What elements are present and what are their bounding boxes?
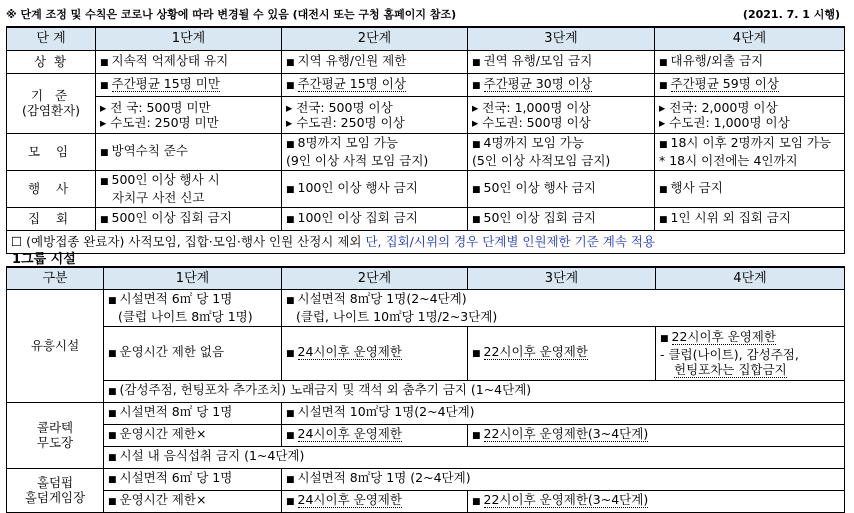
section-title: 1그룹 시설 bbox=[12, 252, 76, 267]
colatec-time-row bbox=[7, 424, 845, 446]
colatec-time-stage3-4: ■ 22시이후 운영제한(3~4단계) bbox=[468, 424, 845, 446]
nat-stage1: ▸ 전 국: 500명 미만 bbox=[100, 99, 211, 115]
yuheung-extra-row bbox=[7, 380, 845, 402]
yuheung-area2-b: (클럽, 나이트 10㎡당 1명/2~3단계) bbox=[296, 309, 498, 324]
rally-label: 집 회 bbox=[7, 207, 96, 230]
cap-stage2: ▸ 수도권: 250명 이상 bbox=[286, 114, 405, 130]
situation-row bbox=[7, 50, 845, 73]
effective-date: (2021. 7. 1 시행) bbox=[742, 8, 840, 21]
vaccination-note-exception: 단, 집회/시위의 경우 단계별 인원제한 기준 계속 적용 bbox=[365, 234, 656, 249]
criteria-label bbox=[7, 73, 96, 133]
criteria-title: 기 준 bbox=[30, 88, 72, 103]
colatec-time-stage2: ■ 24시이후 운영제한 bbox=[282, 424, 468, 446]
header-g-stage1: 1단계 bbox=[104, 267, 282, 289]
holdem-label-b: 홀덤게임장 bbox=[24, 490, 86, 505]
colatec-time-stage1: ■ 운영시간 제한× bbox=[104, 424, 282, 446]
colatec-label-a: 콜라텍 bbox=[36, 420, 74, 435]
event-stage2: ■ 100인 이상 행사 금지 bbox=[282, 170, 468, 207]
yuheung-time4-b: - 클럽(나이트), 감성주점, bbox=[660, 347, 799, 362]
situation-stage1: ■ 지속적 억제상태 유지 bbox=[96, 50, 282, 73]
yuheung-time-row bbox=[7, 326, 845, 380]
header-stage1: 1단계 bbox=[96, 27, 282, 50]
criteria-avg-row bbox=[7, 73, 845, 96]
event-stage1-a: ■ 500인 이상 행사 시 bbox=[100, 172, 277, 190]
notice-text: ※ 단계 조정 및 수칙은 코로나 상황에 따라 변경될 수 있음 (대전시 또는 구청 홈페이지 참조) bbox=[6, 8, 457, 21]
gathering-stage2-a: ■ 8명까지 모임 가능 bbox=[286, 135, 463, 153]
gathering-label: 모 임 bbox=[7, 133, 96, 170]
yuheung-area1-a: ■ 시설면적 6㎡ 당 1명 bbox=[108, 291, 277, 309]
rally-stage4: ■ 1인 시위 외 집회 금지 bbox=[655, 207, 845, 230]
criteria-avg-stage2: ■ 주간평균 15명 이상 bbox=[282, 73, 468, 96]
criteria-avg-stage1: ■ 주간평균 15명 미만 bbox=[96, 73, 282, 96]
rally-stage1: ■ 500인 이상 집회 금지 bbox=[96, 207, 282, 230]
yuheung-time-stage3: ■ 22시이후 운영제한 bbox=[468, 326, 656, 380]
criteria-counts-stage4 bbox=[655, 96, 845, 133]
situation-stage4: ■ 대유행/외출 금지 bbox=[655, 50, 845, 73]
criteria-avg-stage4: ■ 주간평균 59명 이상 bbox=[655, 73, 845, 96]
cap-stage1: ▸ 수도권: 250명 미만 bbox=[100, 114, 219, 130]
situation-label: 상 황 bbox=[7, 50, 96, 73]
yuheung-area2-a: ■ 시설면적 8㎡당 1명(2~4단계) bbox=[286, 291, 840, 309]
colatec-area-stage2-4: ■ 시설면적 10㎡당 1명(2~4단계) bbox=[282, 402, 845, 424]
gathering-stage4-b: * 18시 이전에는 4인까지 bbox=[659, 153, 798, 168]
holdem-time-row bbox=[7, 490, 845, 512]
criteria-counts-stage3 bbox=[468, 96, 655, 133]
event-label: 행 사 bbox=[7, 170, 96, 207]
holdem-label-a: 홀덤펍 bbox=[36, 475, 74, 490]
colatec-food: ■ 시설 내 음식섭취 금지 (1~4단계) bbox=[104, 446, 845, 468]
header-g-stage2: 2단계 bbox=[282, 267, 468, 289]
holdem-area-row bbox=[7, 468, 845, 490]
gathering-stage4-a: ■ 18시 이후 2명까지 모임 가능 bbox=[659, 135, 840, 153]
gathering-stage3-b: (5인 이상 사적모임 금지) bbox=[472, 153, 611, 168]
header-stage2: 2단계 bbox=[282, 27, 468, 50]
holdem-label bbox=[7, 468, 104, 512]
header-stage: 단 계 bbox=[7, 27, 96, 50]
yuheung-area-row bbox=[7, 289, 845, 326]
cap-stage3: ▸ 수도권: 500명 이상 bbox=[472, 114, 591, 130]
criteria-sublabel: (감염환자) bbox=[21, 103, 81, 118]
rally-stage2: ■ 100인 이상 집회 금지 bbox=[282, 207, 468, 230]
criteria-counts-stage1 bbox=[96, 96, 282, 133]
notice-header bbox=[6, 3, 846, 23]
vaccination-note-row bbox=[7, 230, 845, 253]
yuheung-extra: ■ (감성주점, 헌팅포차 추가조치) 노래금지 및 객석 외 춤추기 금지 (1~4단계) bbox=[104, 380, 845, 402]
event-stage4: ■ 행사 금지 bbox=[655, 170, 845, 207]
gathering-stage3 bbox=[468, 133, 655, 170]
yuheung-time-stage4 bbox=[656, 326, 845, 380]
yuheung-time-stage1: ■ 운영시간 제한 없음 bbox=[104, 326, 282, 380]
gathering-stage3-a: ■ 4명까지 모임 가능 bbox=[472, 135, 650, 153]
yuheung-time-stage2: ■ 24시이후 운영제한 bbox=[282, 326, 468, 380]
gathering-stage4 bbox=[655, 133, 845, 170]
stage-table bbox=[6, 26, 845, 254]
holdem-time-stage2: ■ 24시이후 운영제한 bbox=[282, 490, 468, 512]
colatec-food-row bbox=[7, 446, 845, 468]
gathering-stage2 bbox=[282, 133, 468, 170]
criteria-counts-stage2 bbox=[282, 96, 468, 133]
gathering-row bbox=[7, 133, 845, 170]
colatec-area-stage1: ■ 시설면적 8㎡ 당 1명 bbox=[104, 402, 282, 424]
header-g-stage3: 3단계 bbox=[468, 267, 656, 289]
header-category: 구분 bbox=[7, 267, 104, 289]
colatec-label-b: 무도장 bbox=[36, 435, 74, 450]
event-row bbox=[7, 170, 845, 207]
vaccination-note-text: ☐ (예방접종 완료자) 사적모임, 집합·모임·행사 인원 산정시 제외 bbox=[11, 234, 362, 249]
vaccination-note bbox=[7, 230, 845, 253]
gathering-stage1: ■ 방역수칙 준수 bbox=[96, 133, 282, 170]
group1-table bbox=[6, 266, 845, 513]
yuheung-area1-b: (클럽 나이트 8㎡당 1명) bbox=[118, 309, 253, 324]
holdem-area-stage1: ■ 시설면적 6㎡ 당 1명 bbox=[104, 468, 282, 490]
rally-row bbox=[7, 207, 845, 230]
holdem-area-stage2-4: ■ 시설면적 8㎡당 1명 (2~4단계) bbox=[282, 468, 845, 490]
yuheung-area-stage1 bbox=[104, 289, 282, 326]
colatec-area-row bbox=[7, 402, 845, 424]
yuheung-time4-a: ■ 22시이후 운영제한 bbox=[660, 329, 840, 347]
event-stage3: ■ 50인 이상 행사 금지 bbox=[468, 170, 655, 207]
holdem-time-stage1: ■ 운영시간 제한× bbox=[104, 490, 282, 512]
situation-stage3: ■ 권역 유행/모임 금지 bbox=[468, 50, 655, 73]
stage-header-row bbox=[7, 27, 845, 50]
rally-stage3: ■ 50인 이상 집회 금지 bbox=[468, 207, 655, 230]
criteria-counts-row bbox=[7, 96, 845, 133]
group1-header-row bbox=[7, 267, 845, 289]
nat-stage4: ▸ 전국: 2,000명 이상 bbox=[659, 99, 778, 115]
event-stage1 bbox=[96, 170, 282, 207]
cap-stage4: ▸ 수도권: 1,000명 이상 bbox=[659, 114, 790, 130]
gathering-stage2-b: (9인 이상 사적 모임 금지) bbox=[286, 153, 429, 168]
header-g-stage4: 4단계 bbox=[656, 267, 845, 289]
holdem-time-stage3-4: ■ 22시이후 운영제한(3~4단계) bbox=[468, 490, 845, 512]
nat-stage3: ▸ 전국: 1,000명 이상 bbox=[472, 99, 591, 115]
criteria-avg-stage3: ■ 주간평균 30명 이상 bbox=[468, 73, 655, 96]
situation-stage2: ■ 지역 유행/인원 제한 bbox=[282, 50, 468, 73]
event-stage1-b: 자치구 사전 신고 bbox=[112, 190, 205, 205]
colatec-label bbox=[7, 402, 104, 468]
header-stage3: 3단계 bbox=[468, 27, 655, 50]
yuheung-time4-c: 헌팅포차는 집합금지 bbox=[674, 362, 787, 377]
yuheung-area-stage2-4 bbox=[282, 289, 845, 326]
header-stage4: 4단계 bbox=[655, 27, 845, 50]
yuheung-label: 유흥시설 bbox=[7, 289, 104, 402]
nat-stage2: ▸ 전국: 500명 이상 bbox=[286, 99, 393, 115]
